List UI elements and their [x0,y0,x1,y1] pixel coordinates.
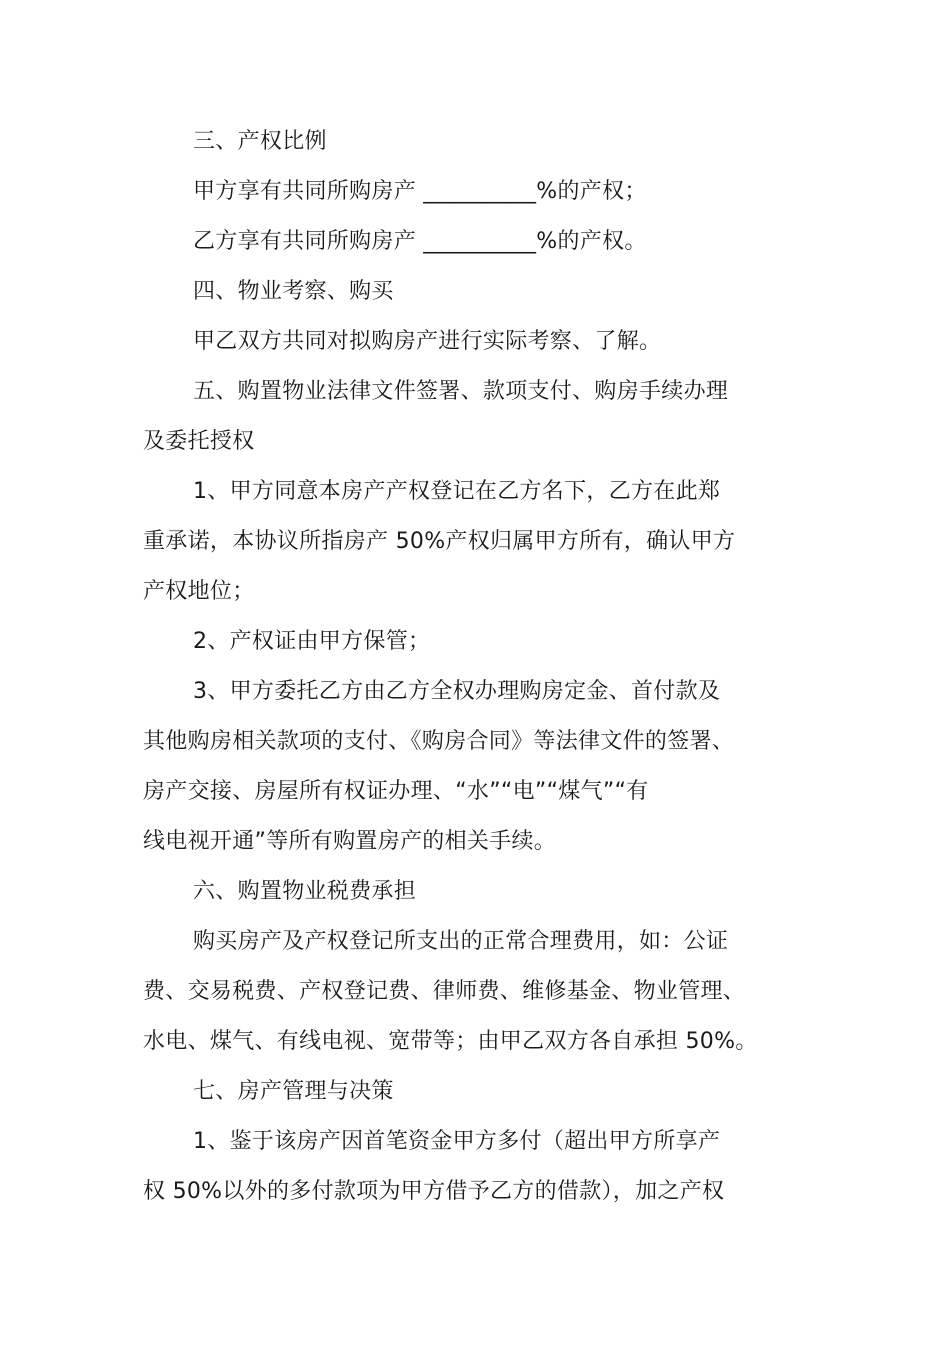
paragraph-line: 线电视开通”等所有购置房产的相关手续。 [143,829,557,854]
paragraph-line: 3、甲方委托乙方由乙方全权办理购房定金、首付款及 [193,679,721,704]
section-heading-management: 七、房产管理与决策 [193,1079,394,1104]
section-heading-inspection: 四、物业考察、购买 [193,279,394,304]
paragraph-line: 权 50%以外的多付款项为甲方借予乙方的借款），加之产权 [143,1179,725,1204]
party-b-share-line: 乙方享有共同所购房产 __________%的产权。 [193,229,647,254]
paragraph-line: 其他购房相关款项的支付、《购房合同》等法律文件的签署、 [143,729,735,754]
paragraph-line: 重承诺，本协议所指房产 50%产权归属甲方所有，确认甲方 [143,529,736,554]
paragraph-line: 费、交易税费、产权登记费、律师费、维修基金、物业管理、 [143,979,746,1004]
party-a-share-line: 甲方享有共同所购房产 __________%的产权； [193,179,647,204]
section-heading-continuation: 及委托授权 [143,429,255,454]
paragraph-line: 1、甲方同意本房产产权登记在乙方名下，乙方在此郑 [193,479,721,504]
paragraph-line: 1、鉴于该房产因首笔资金甲方多付（超出甲方所享产 [193,1129,721,1154]
paragraph-line: 水电、煤气、有线电视、宽带等；由甲乙双方各自承担 50%。 [143,1029,758,1054]
paragraph-line: 房产交接、房屋所有权证办理、“水”“电”“煤气”“有 [143,779,649,804]
paragraph-line: 2、产权证由甲方保管； [193,629,431,654]
section-heading-taxes: 六、购置物业税费承担 [193,879,417,904]
section-heading-ownership-ratio: 三、产权比例 [193,129,327,154]
paragraph-line: 产权地位； [143,579,255,604]
paragraph-line: 甲乙双方共同对拟购房产进行实际考察、了解。 [193,329,662,354]
paragraph-line: 购买房产及产权登记所支出的正常合理费用，如：公证 [193,929,729,954]
section-heading-legal-documents: 五、购置物业法律文件签署、款项支付、购房手续办理 [193,379,729,404]
